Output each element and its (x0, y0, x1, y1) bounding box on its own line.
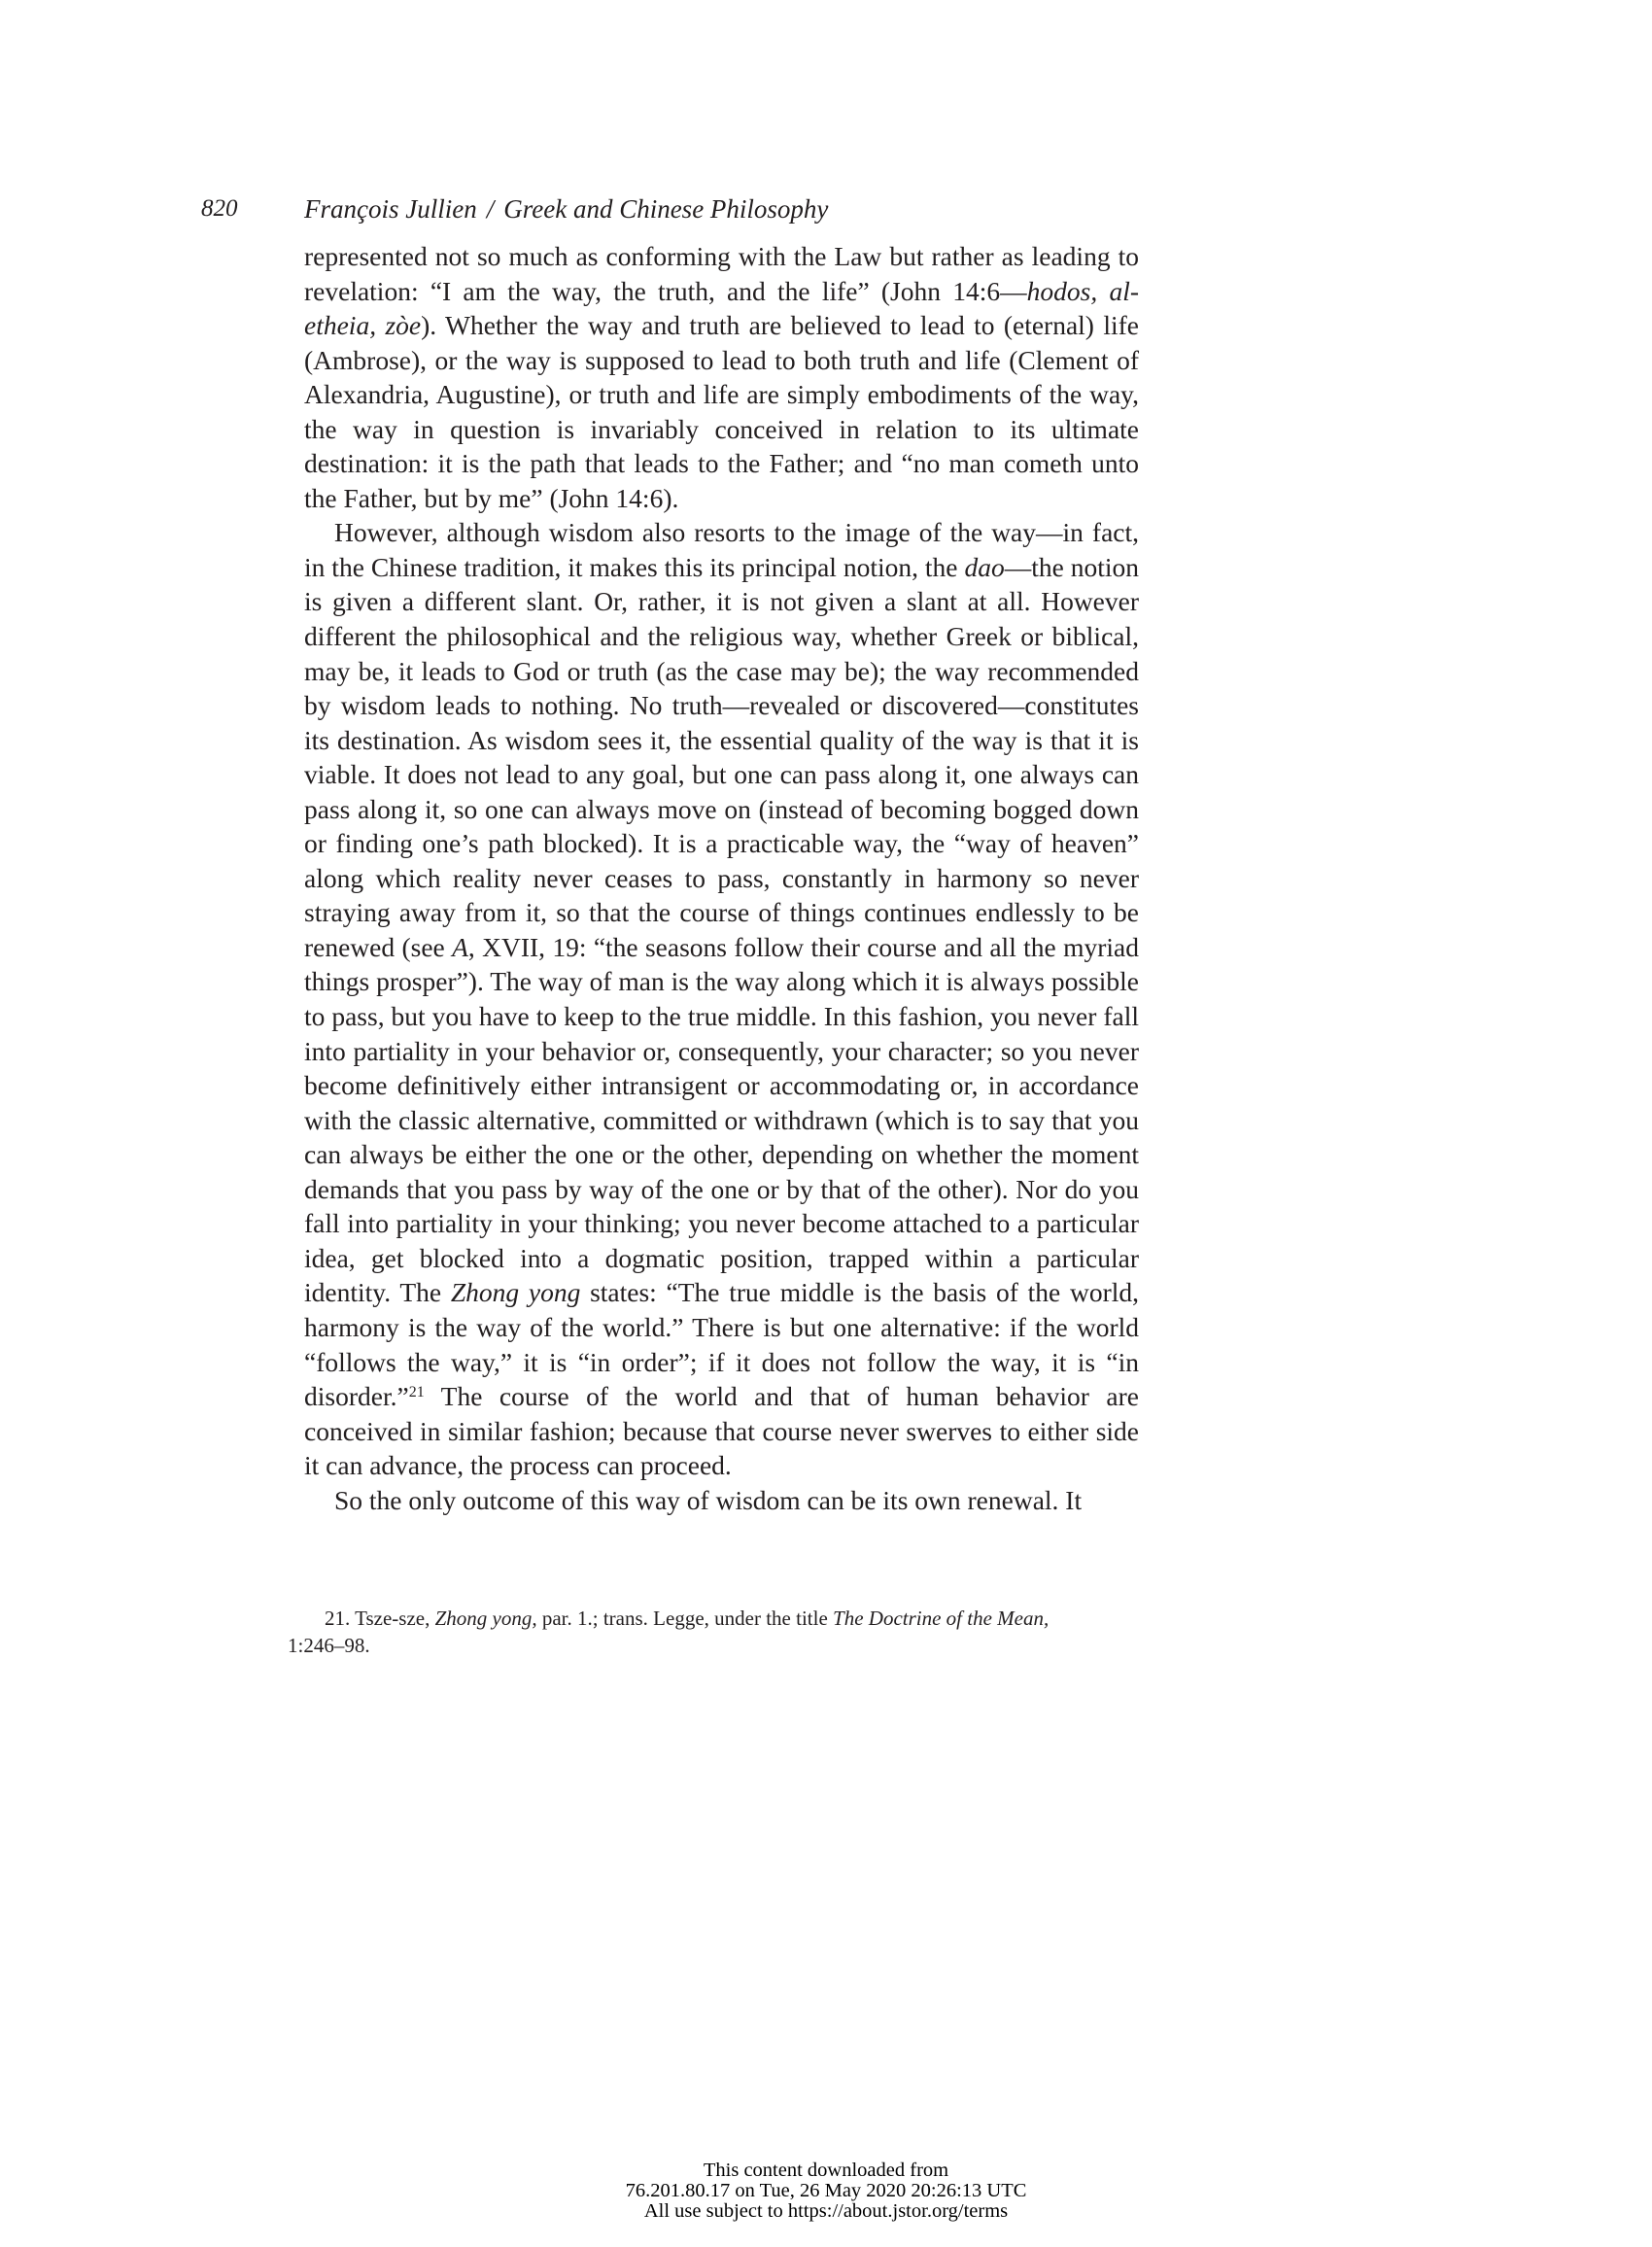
paragraph-2 (304, 515, 1139, 1482)
italic-run: Zhong yong, (434, 1607, 537, 1630)
jstor-download-notice (0, 2161, 1652, 2222)
paragraph-3 (304, 1483, 1139, 1518)
paragraph-1 (304, 239, 1139, 515)
italic-run: hodos, aletheia, zòe (304, 275, 1140, 341)
text-run: par. 1.; trans. Legge, under the title (536, 1607, 834, 1630)
footnote-number: 21. (325, 1607, 351, 1630)
article-body (304, 239, 1139, 1517)
italic-run: dao (964, 551, 1005, 582)
running-head-title: Greek and Chinese Philosophy (503, 194, 829, 224)
text-run: So the only outcome of this way of wisdom can be its own renewal. It (334, 1484, 1083, 1515)
page-number: 820 (201, 195, 238, 222)
text-run: ). Whether the way and truth are believed to lead to (eternal) life (Ambrose), or the way is supposed to lead to both truth and life (Clement of Alexandria, Augustine), or truth and life are simply embodiments of the way, the way in question is invariably conceived in relation to its ultimate destination: it is the path that leads to the Father; and “no man cometh unto the Father, but by me” (John 14:6). (304, 310, 1139, 513)
text-run: , XVII, 19: “the seasons follow their course and all the myriad things prosper”). The way of man is the way along which it is always possible to pass, but you have to keep to the true middle. In this fashion, you never fall into partiality in your behavior or, consequently, your character; so you never become definitively either intransigent or accommodating or, in accordance with the classic alternative, committed or withdrawn (which is to say that you can always be either the one or the other, depending on whether the moment demands that you pass by way of the one or by that of the other). Nor do you fall into partiality in your thinking; you never become attached to a particular idea, get blocked into a dogmatic position, trapped within a particular identity. The (304, 931, 1139, 1308)
text-run: 1:246–98. (288, 1634, 370, 1657)
italic-run: A (452, 931, 468, 962)
notice-line-2: 76.201.80.17 on Tue, 26 May 2020 20:26:13 UTC (625, 2180, 1027, 2201)
running-head-author: François Jullien (304, 194, 477, 224)
notice-line-1: This content downloaded from (703, 2160, 949, 2181)
text-run: Tsze-sze, (350, 1607, 435, 1630)
italic-run: Zhong yong (450, 1277, 581, 1308)
text-run: represented not so much as conforming with the Law but rather as leading to revelation: “I am the way, the truth, and the life” (John 14:6— (304, 241, 1139, 306)
text-run: —the notion is given a different slant. Or, rather, it is not given a slant at all. However different the philosophical and the religious way, whether Greek or biblical, may be, it leads to God or truth (as the case may be); the way recommended by wisdom leads to nothing. No truth—revealed or discovered—constitutes its destination. As wisdom sees it, the essential quality of the way is that it is viable. It does not lead to any goal, but one can pass along it, one always can pass along it, so one can always move on (instead of becoming bogged down or finding one’s path blocked). It is a practicable way, the “way of heaven” along which reality never ceases to pass, constantly in harmony so never straying away from it, so that the course of things continues endlessly to be renewed (see (304, 551, 1139, 962)
italic-run: The Doctrine of the Mean, (833, 1607, 1050, 1630)
text-run: states: “The true middle is the basis of the world, harmony is the way of the world.” There is but one alternative: if the world “follows the way,” it is “in order”; if it does not follow the way, it is “in disorder.” (304, 1277, 1140, 1412)
text-run: However, although wisdom also resorts to the image of the way—in fact, in the Chinese tradition, it makes this its principal notion, the (304, 517, 1139, 582)
footnote-reference: 21 (408, 1384, 425, 1401)
running-head-separator: / (486, 194, 495, 224)
footnote-21 (288, 1605, 1084, 1659)
running-head (304, 190, 828, 227)
notice-line-3: All use subject to https://about.jstor.org/terms (643, 2200, 1009, 2222)
text-run: The course of the world and that of human behavior are conceived in similar fashion; because that course never swerves to either side it can advance, the process can proceed. (304, 1381, 1139, 1481)
